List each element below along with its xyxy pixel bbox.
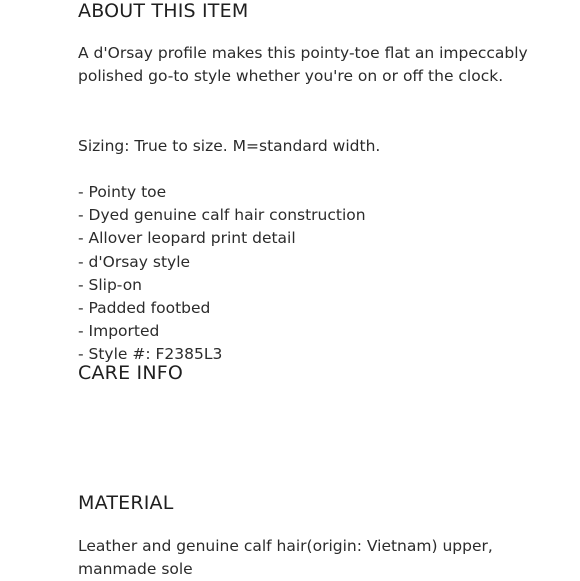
feature-item: - Allover leopard print detail	[78, 229, 296, 248]
feature-item: - Padded footbed	[78, 299, 211, 318]
feature-list	[78, 181, 366, 367]
feature-item: - Slip-on	[78, 275, 142, 294]
feature-item: - d'Orsay style	[78, 252, 191, 271]
feature-item: - Style #: F2385L3	[78, 345, 223, 364]
feature-item: - Pointy toe	[78, 183, 167, 201]
sizing-text: Sizing: True to size. M=standard width.	[78, 137, 381, 155]
material-heading[interactable]: MATERIAL	[78, 492, 174, 514]
feature-item: - Dyed genuine calf hair construction	[78, 206, 366, 225]
feature-item: - Imported	[78, 322, 160, 341]
material-text: Leather and genuine calf hair(origin: Vietnam) upper, manmade sole	[78, 537, 493, 578]
about-description: A d'Orsay profile makes this pointy-toe flat an impeccably polished go-to style whether you're on or off the clock.	[78, 44, 528, 85]
care-info-heading[interactable]: CARE INFO	[78, 362, 184, 384]
about-heading: ABOUT THIS ITEM	[78, 0, 249, 22]
